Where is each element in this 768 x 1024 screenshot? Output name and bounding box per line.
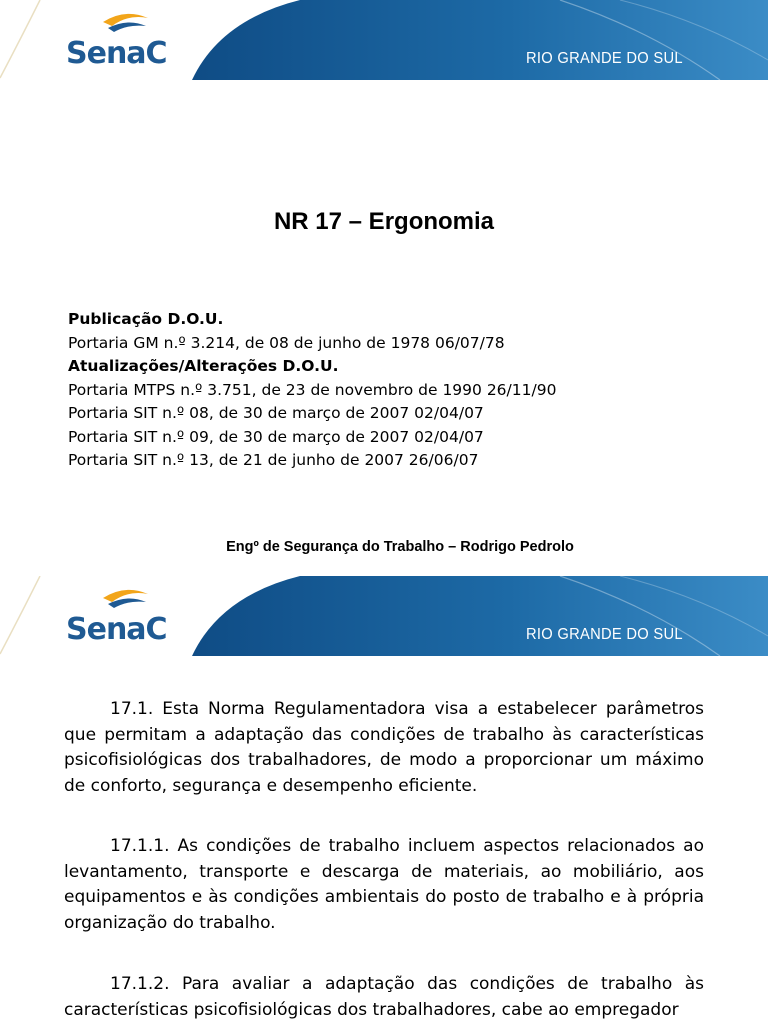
paragraph-text: 17.1. Esta Norma Regulamentadora visa a estabelecer parâmetros que permitam a adaptação das condições de trabalho às características psicofisiológicas dos trabalhadores, de modo a proporcionar um máximo de conforto, segurança e desempenho eficiente.	[64, 699, 704, 796]
region-label: RIO GRANDE DO SUL	[526, 50, 683, 67]
paragraph-17-1-2	[64, 972, 704, 1023]
update-line: Portaria SIT n.º 13, de 21 de junho de 2007 26/06/07	[68, 451, 479, 469]
decorative-arc	[0, 576, 40, 654]
paragraph-17-1	[64, 697, 704, 799]
update-line: Portaria SIT n.º 09, de 30 de março de 2007 02/04/07	[68, 427, 484, 446]
update-line: Portaria SIT n.º 08, de 30 de março de 2007 02/04/07	[68, 404, 484, 422]
author-credit: Engº de Segurança do Trabalho – Rodrigo Pedrolo	[226, 539, 574, 555]
senac-logo: SenaC	[66, 612, 167, 647]
slide-content	[0, 576, 768, 1024]
paragraph-text: 17.1.1. As condições de trabalho incluem aspectos relacionados ao levantamento, transporte e descarga de materiais, ao mobiliário, aos equipamentos e às condições ambientais do posto de trabalho e à própria organização do trabalho.	[64, 836, 704, 933]
blue-swoosh	[192, 0, 768, 80]
updates-heading: Atualizações/Alterações D.O.U.	[68, 357, 339, 375]
decorative-arc	[0, 0, 40, 78]
region-label: RIO GRANDE DO SUL	[526, 626, 683, 643]
publication-block	[68, 308, 556, 473]
paragraph-17-1-1	[64, 834, 704, 936]
publication-heading: Publicação D.O.U.	[68, 310, 224, 328]
page-title: NR 17 – Ergonomia	[273, 208, 495, 235]
publication-line: Portaria GM n.º 3.214, de 08 de junho de 1978 06/07/78	[68, 333, 505, 352]
header-banner	[0, 576, 768, 656]
update-line: Portaria MTPS n.º 3.751, de 23 de novembro de 1990 26/11/90	[68, 380, 557, 399]
senac-logo: SenaC	[66, 36, 167, 71]
header-banner	[0, 0, 768, 80]
paragraph-text: 17.1.2. Para avaliar a adaptação das condições de trabalho às características psicofisiológicas dos trabalhadores, cabe ao empregador	[64, 974, 704, 1020]
blue-swoosh	[192, 576, 768, 656]
